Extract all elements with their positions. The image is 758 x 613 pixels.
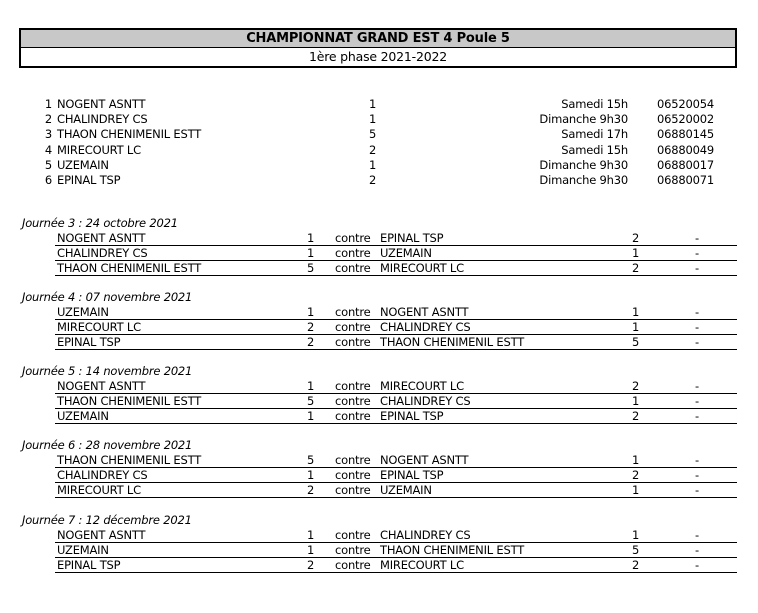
match-row [55,335,737,350]
home-tables: 2 [307,483,315,497]
home-team: MIRECOURT LC [57,483,141,497]
team-tables: 1 [369,157,377,172]
contre-label: contre [335,379,371,393]
contre-label: contre [335,468,371,482]
home-team: CHALINDREY CS [57,246,148,260]
match-score: - [695,453,699,467]
away-team: CHALINDREY CS [380,394,471,408]
home-tables: 1 [307,409,315,423]
phase-subtitle: 1ère phase 2021-2022 [309,49,447,64]
away-team: CHALINDREY CS [380,320,471,334]
contre-label: contre [335,409,371,423]
contre-label: contre [335,231,371,245]
home-team: UZEMAIN [57,543,109,557]
team-row [0,112,758,127]
team-id: 06520002 [657,112,714,127]
contre-label: contre [335,483,371,497]
match-row [55,231,737,246]
match-score: - [695,261,699,275]
away-team: EPINAL TSP [380,231,444,245]
away-team: CHALINDREY CS [380,528,471,542]
team-name: CHALINDREY CS [57,112,148,127]
away-team: EPINAL TSP [380,409,444,423]
team-row [0,173,758,188]
team-id: 06880145 [657,127,714,142]
team-id: 06880071 [657,173,714,187]
team-name: MIRECOURT LC [57,142,141,157]
team-id: 06880017 [657,157,714,172]
team-id: 06520054 [657,97,714,111]
team-tables: 5 [369,127,377,142]
team-tables: 1 [369,97,377,111]
team-tables: 2 [369,142,377,157]
home-tables: 2 [307,335,315,349]
team-schedule: Samedi 15h [561,142,628,157]
match-row [55,320,737,335]
away-tables: 2 [632,379,640,393]
match-row [55,379,737,394]
away-team: MIRECOURT LC [380,261,464,275]
team-row [0,97,758,112]
home-tables: 1 [307,231,315,245]
away-tables: 1 [632,320,640,334]
match-score: - [695,528,699,542]
team-schedule: Samedi 17h [561,127,628,142]
away-tables: 2 [632,231,640,245]
home-tables: 1 [307,305,315,319]
home-team: UZEMAIN [57,409,109,423]
away-tables: 1 [632,453,640,467]
match-score: - [695,483,699,497]
away-team: EPINAL TSP [380,468,444,482]
away-tables: 2 [632,558,640,572]
team-number: 2 [44,112,52,127]
match-score: - [695,409,699,423]
away-tables: 5 [632,335,640,349]
home-team: CHALINDREY CS [57,468,148,482]
away-team: NOGENT ASNTT [380,453,469,467]
home-tables: 1 [307,379,315,393]
contre-label: contre [335,558,371,572]
team-row [0,127,758,142]
team-schedule: Dimanche 9h30 [539,157,628,172]
team-number: 3 [44,127,52,142]
team-name: UZEMAIN [57,157,109,172]
match-row [55,305,737,320]
contre-label: contre [335,305,371,319]
match-score: - [695,305,699,319]
away-tables: 1 [632,528,640,542]
match-row [55,483,737,498]
team-number: 1 [44,97,52,111]
team-tables: 1 [369,112,377,127]
away-tables: 5 [632,543,640,557]
away-tables: 2 [632,468,640,482]
home-team: NOGENT ASNTT [57,528,146,542]
match-row [55,543,737,558]
match-row [55,453,737,468]
home-tables: 5 [307,394,315,408]
home-tables: 1 [307,468,315,482]
contre-label: contre [335,335,371,349]
match-row [55,409,737,424]
team-number: 6 [44,173,52,187]
journee-title: Journée 6 : 28 novembre 2021 [22,438,193,452]
match-score: - [695,246,699,260]
home-team: THAON CHENIMENIL ESTT [57,394,202,408]
home-team: MIRECOURT LC [57,320,141,334]
team-schedule: Dimanche 9h30 [539,173,628,187]
home-tables: 2 [307,558,315,572]
match-score: - [695,320,699,334]
away-team: THAON CHENIMENIL ESTT [380,335,525,349]
team-number: 5 [44,157,52,172]
home-team: THAON CHENIMENIL ESTT [57,261,202,275]
contre-label: contre [335,320,371,334]
home-team: UZEMAIN [57,305,109,319]
team-name: NOGENT ASNTT [57,97,146,111]
team-tables: 2 [369,173,377,187]
match-row [55,558,737,573]
home-team: EPINAL TSP [57,335,121,349]
away-team: MIRECOURT LC [380,558,464,572]
home-team: EPINAL TSP [57,558,121,572]
match-row [55,261,737,276]
home-tables: 1 [307,246,315,260]
match-row [55,246,737,261]
contre-label: contre [335,528,371,542]
home-team: THAON CHENIMENIL ESTT [57,453,202,467]
team-id: 06880049 [657,142,714,157]
team-row [0,143,758,158]
away-tables: 2 [632,261,640,275]
contre-label: contre [335,543,371,557]
team-schedule: Samedi 15h [561,97,628,111]
page-title: CHAMPIONNAT GRAND EST 4 Poule 5 [21,30,735,48]
home-tables: 5 [307,453,315,467]
away-tables: 2 [632,409,640,423]
away-tables: 1 [632,305,640,319]
home-team: NOGENT ASNTT [57,231,146,245]
home-team: NOGENT ASNTT [57,379,146,393]
away-team: NOGENT ASNTT [380,305,469,319]
match-score: - [695,335,699,349]
contre-label: contre [335,246,371,260]
home-tables: 2 [307,320,315,334]
away-team: UZEMAIN [380,483,432,497]
journee-title: Journée 3 : 24 octobre 2021 [22,216,178,230]
team-row [0,158,758,173]
team-name: EPINAL TSP [57,173,121,187]
match-score: - [695,394,699,408]
championship-header [19,28,737,68]
match-row [55,468,737,483]
away-team: UZEMAIN [380,246,432,260]
home-tables: 5 [307,261,315,275]
match-score: - [695,558,699,572]
match-score: - [695,379,699,393]
match-row [55,528,737,543]
match-score: - [695,468,699,482]
home-tables: 1 [307,528,315,542]
away-tables: 1 [632,483,640,497]
away-tables: 1 [632,246,640,260]
journee-title: Journée 7 : 12 décembre 2021 [22,513,192,527]
journee-title: Journée 4 : 07 novembre 2021 [22,290,193,304]
team-number: 4 [44,142,52,157]
team-schedule: Dimanche 9h30 [539,112,628,127]
away-tables: 1 [632,394,640,408]
journee-title: Journée 5 : 14 novembre 2021 [22,364,193,378]
team-name: THAON CHENIMENIL ESTT [57,127,202,142]
contre-label: contre [335,394,371,408]
home-tables: 1 [307,543,315,557]
away-team: MIRECOURT LC [380,379,464,393]
match-score: - [695,231,699,245]
contre-label: contre [335,453,371,467]
match-row [55,394,737,409]
contre-label: contre [335,261,371,275]
away-team: THAON CHENIMENIL ESTT [380,543,525,557]
match-score: - [695,543,699,557]
